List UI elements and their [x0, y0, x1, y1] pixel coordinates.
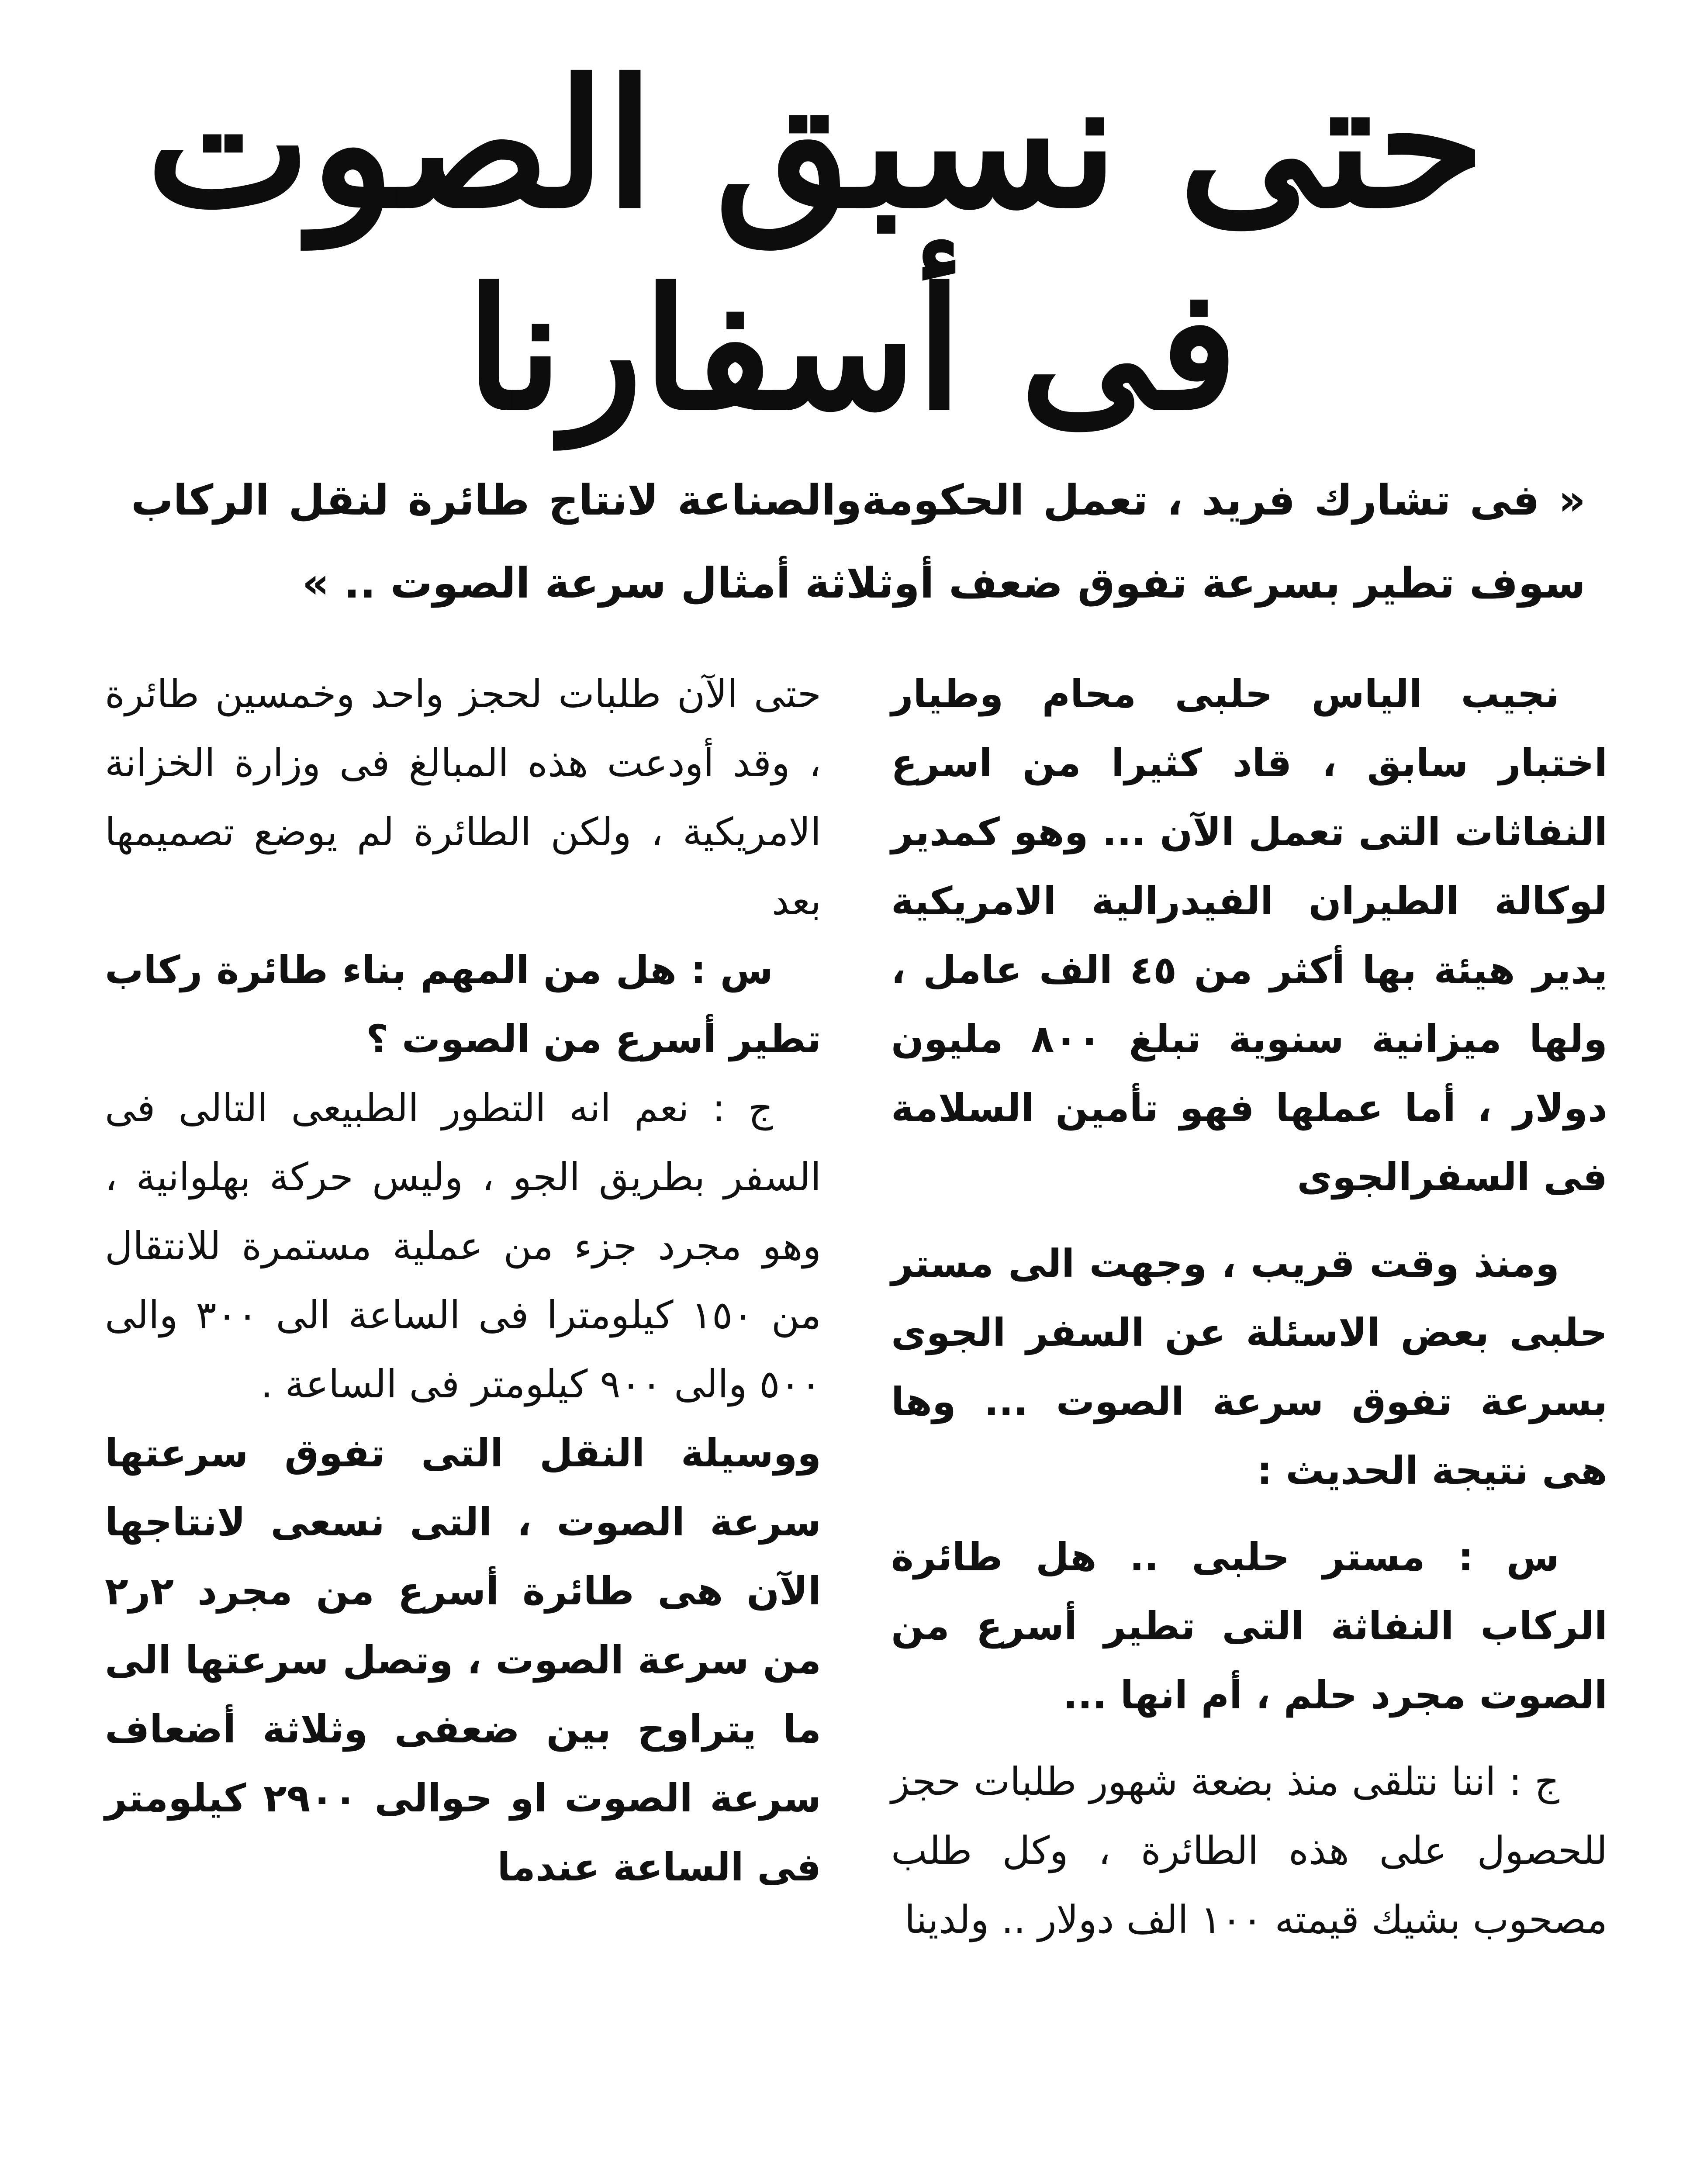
question-paragraph: س : مستر حلبى .. هل طائرة الركاب النفاثة التى تطير أسرع من الصوت مجرد حلم ، أم انها ...	[891, 1534, 1607, 1717]
intro-paragraph: نجيب الياس حلبى محام وطيار اختبار سابق ، قاد كثيرا من اسرع النفاثات التى تعمل الآن ... وهو كمدير لوكالة الطيران الفيدرالية الامريكية يدير هيئة بها أكثر من ٤٥ الف عامل ، ولها ميزانية سنوية تبلغ ٨٠٠ مليون دولار ، أما عملها فهو تأمين السلامة فى السفرالجوى	[891, 671, 1607, 1199]
question-paragraph: س : هل من المهم بناء طائرة ركاب تطير أسرع من الصوت ؟	[105, 947, 821, 1061]
standfirst: « فى تشارك فريد ، تعمل الحكومةوالصناعة لانتاج طائرة لنقل الركاب سوف تطير بسرعة تفوق ضعف أوثلاثة أمثال سرعة الصوت .. »	[131, 476, 1586, 608]
article-column-right	[891, 660, 1607, 1954]
answer-paragraph: ج : نعم انه التطور الطبيعى التالى فى السفر بطريق الجو ، وليس حركة بهلوانية ، وهو مجرد جزء من عملية مستمرة للانتقال من ١٥٠ كيلومترا فى الساعة الى ٣٠٠ والى ٥٠٠ والى ٩٠٠ كيلومتر فى الساعة .	[105, 1085, 822, 1406]
headline-line-1: حتى نسبق الصوت	[146, 41, 1485, 247]
answer-continuation-paragraph: حتى الآن طلبات لحجز واحد وخمسين طائرة ، وقد أودعت هذه المبالغ فى وزارة الخزانة الامريكية ، ولكن الطائرة لم يوضع تصميمها بعد	[105, 671, 821, 923]
answer-paragraph: ج : اننا نتلقى منذ بضعة شهور طلبات حجز للحصول على هذه الطائرة ، وكل طلب مصحوب بشيك قيمته ١٠٠ الف دولار .. ولدينا	[891, 1759, 1607, 1942]
article-column-left	[105, 660, 821, 1902]
headline-line-2: فى أسفارنا	[466, 252, 1238, 447]
supersonic-paragraph: ووسيلة النقل التى تفوق سرعتها سرعة الصوت ، التى نسعى لانتاجها الآن هى طائرة أسرع من مجرد ٢ر٢ من سرعة الصوت ، وتصل سرعتها الى ما يتراوح بين ضعفى وثلاثة أضعاف سرعة الصوت او حوالى ٢٩٠٠ كيلومتر فى الساعة عندما	[105, 1431, 821, 1890]
context-paragraph: ومنذ وقت قريب ، وجهت الى مستر حلبى بعض الاسئلة عن السفر الجوى بسرعة تفوق سرعة الصوت ... وها هى نتيجة الحديث :	[891, 1241, 1607, 1493]
